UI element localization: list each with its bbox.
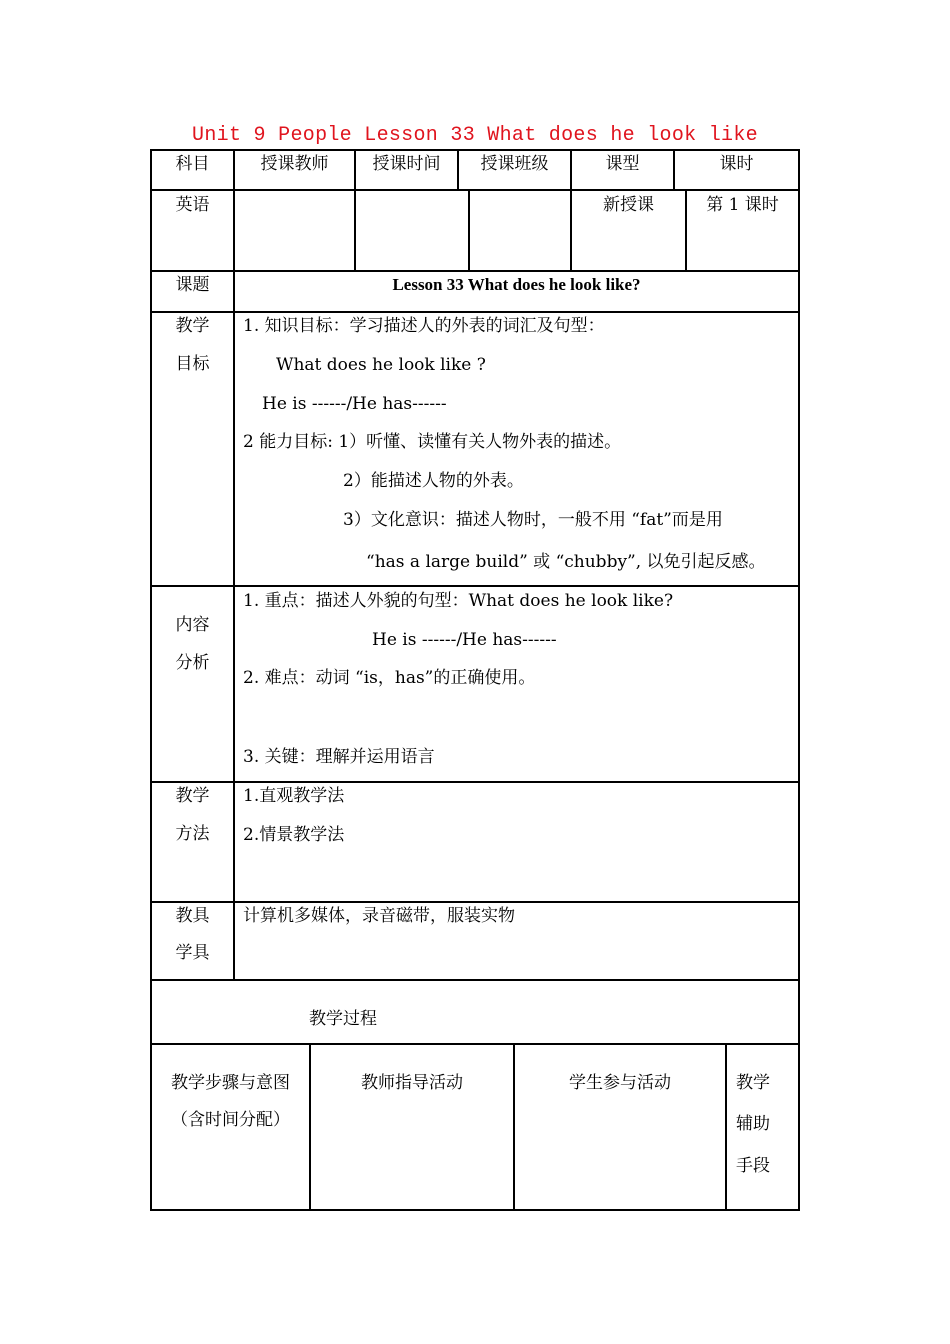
document-title: Unit 9 People Lesson 33 What does he look like (192, 124, 758, 147)
analysis-line-1: 1. 重点：描述人外貌的句型：What does he look like? (243, 591, 674, 611)
info-period: 第 1 课时 (706, 195, 779, 215)
objectives-label-1: 教学 (175, 316, 210, 336)
process-col4-line2: 辅助 (736, 1114, 770, 1134)
objectives-line-3: He is ------/He has------ (262, 394, 447, 414)
tools-label-2: 学具 (175, 943, 210, 963)
analysis-label-2: 分析 (175, 653, 210, 673)
header-class: 授课班级 (480, 154, 549, 174)
analysis-line-2: He is ------/He has------ (372, 630, 557, 650)
header-teacher: 授课教师 (260, 154, 329, 174)
process-col4-line3: 手段 (736, 1156, 770, 1176)
header-subject: 科目 (175, 154, 210, 174)
topic-label: 课题 (175, 275, 210, 295)
process-col3: 学生参与活动 (569, 1073, 671, 1093)
methods-label-1: 教学 (175, 786, 210, 806)
analysis-line-4: 3. 关键：理解并运用语言 (243, 747, 435, 767)
methods-line-2: 2.情景教学法 (243, 825, 345, 845)
topic-value: Lesson 33 What does he look like? (392, 275, 641, 294)
header-time: 授课时间 (372, 154, 441, 174)
header-period: 课时 (719, 154, 754, 174)
info-type: 新授课 (603, 195, 654, 215)
analysis-line-3: 2. 难点：动词 “is，has”的正确使用。 (243, 668, 536, 688)
process-col1-line1: 教学步骤与意图 (171, 1073, 290, 1093)
tools-value: 计算机多媒体，录音磁带，服装实物 (243, 906, 515, 926)
lesson-plan-table (150, 149, 800, 1211)
info-subject: 英语 (175, 195, 210, 215)
objectives-label-2: 目标 (175, 354, 210, 374)
objectives-line-5: 2）能描述人物的外表。 (343, 471, 524, 491)
objectives-line-6: 3）文化意识：描述人物时，一般不用 “fat”而是用 (343, 510, 723, 530)
process-col4-line1: 教学 (736, 1073, 770, 1093)
methods-label-2: 方法 (175, 824, 210, 844)
header-type: 课型 (605, 154, 640, 174)
process-col2: 教师指导活动 (361, 1073, 463, 1093)
objectives-line-1: 1. 知识目标：学习描述人的外表的词汇及句型： (243, 316, 605, 336)
objectives-line-4: 2 能力目标: 1）听懂、读懂有关人物外表的描述。 (243, 432, 622, 452)
methods-line-1: 1.直观教学法 (243, 786, 345, 806)
process-heading: 教学过程 (309, 1009, 377, 1029)
objectives-line-7: “has a large build” 或 “chubby”, 以免引起反感。 (366, 552, 766, 572)
process-col1-line2: （含时间分配） (171, 1110, 290, 1130)
analysis-label-1: 内容 (175, 615, 210, 635)
tools-label-1: 教具 (175, 906, 210, 926)
objectives-line-2: What does he look like ? (276, 355, 486, 375)
